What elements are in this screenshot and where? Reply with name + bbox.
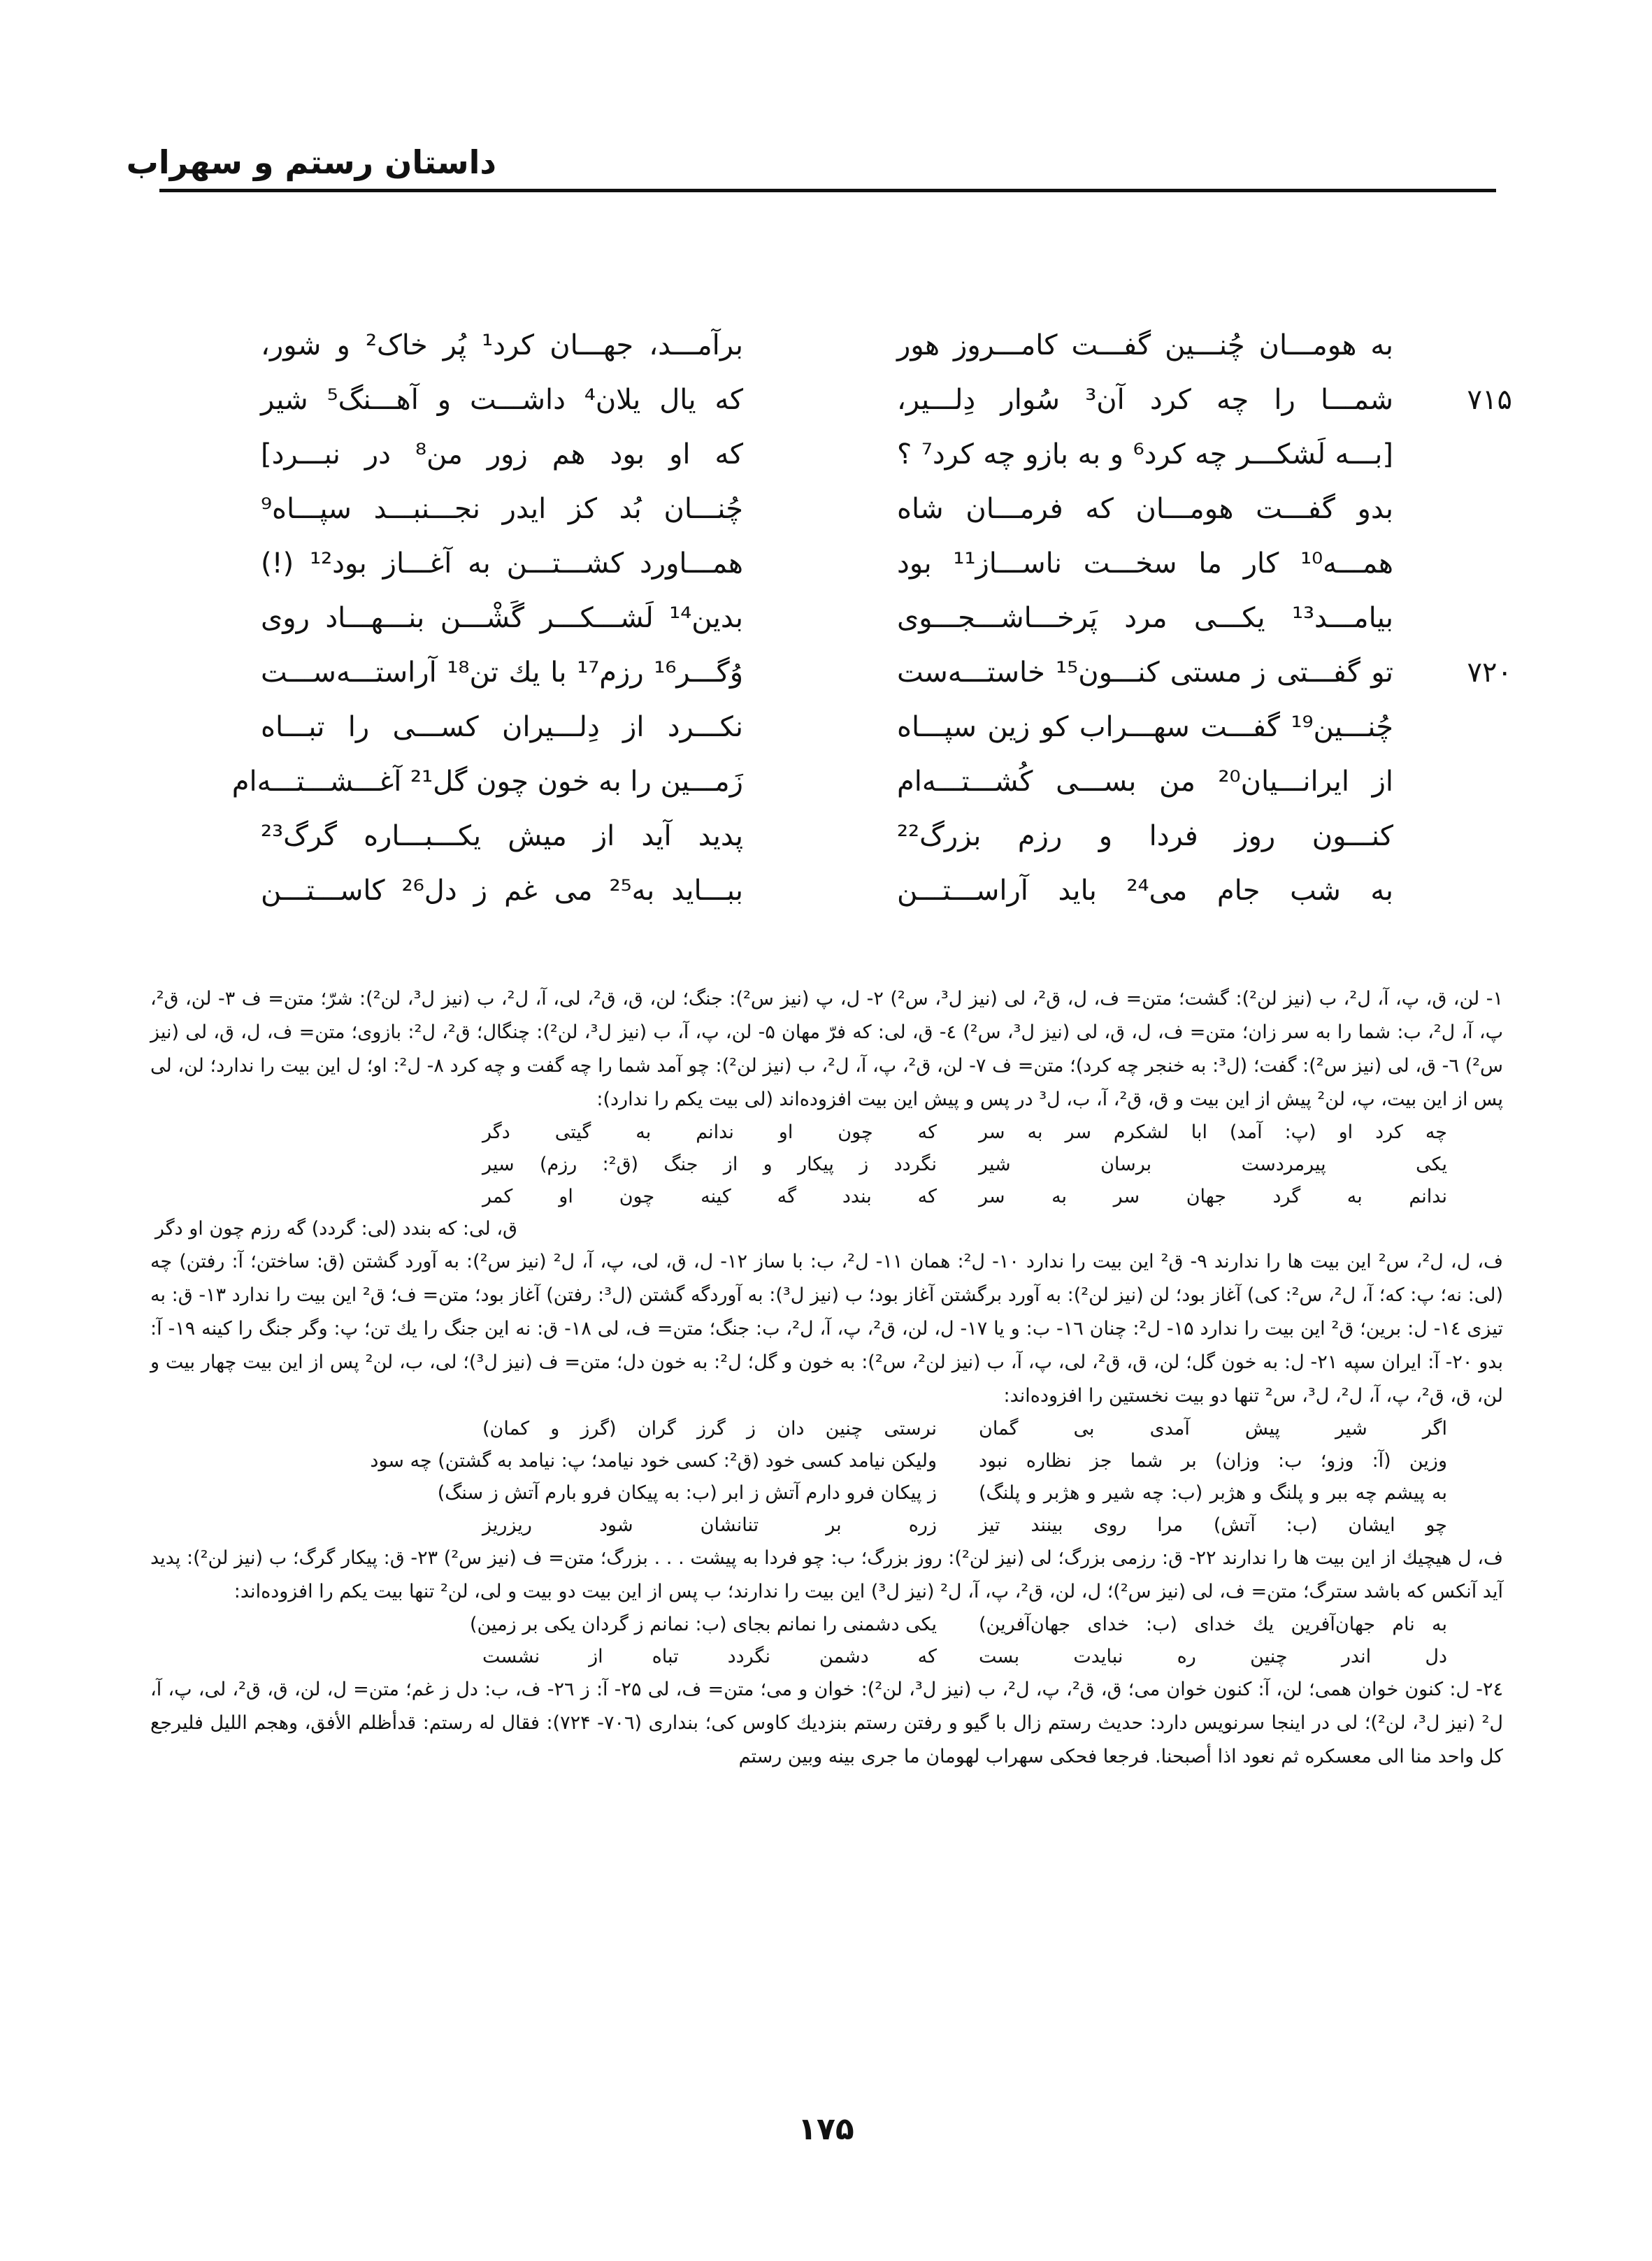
variant-couplet [150,1117,1503,1149]
footnotes [150,982,1503,1774]
variant-hemistich-b: یکی دشمنی را نمانم بجای (ب: نمانم ز گردان یکی بر زمین) [469,1614,937,1635]
verse-number: ۷۱۵ [1467,384,1512,416]
variant-hemistich-a: وزین (آ: وزو؛ ب: وزان) بر شما جز نظاره نبود [979,1450,1447,1472]
first-hemistich: همـــه¹⁰ کار ما سخـــت ناســـاز¹¹ بود [897,547,1393,580]
verse-block [0,318,1652,947]
variant-couplet [150,1149,1503,1181]
first-hemistich: به شب جام می²⁴ باید آراســـتـــن [897,875,1393,907]
variant-couplet [150,1213,1503,1245]
first-hemistich: کنـــون روز فردا و رزم بزرگ²² [897,820,1393,852]
verse-number: ۷۲۰ [1467,656,1512,689]
variant-couplet [150,1477,1503,1509]
first-hemistich: به هومـــان چُنـــین گفـــت کامـــروز هور [897,329,1393,361]
first-hemistich: [بـــه لَشکـــر چه کرد⁶ و به بازو چه کرد⁷ ؟ [897,438,1393,471]
footnote-block-3: ف، ل هیچیك از این بیت ها را ندارند ۲۲- ق: رزمی بزرگ؛ لی (نیز لن²): روز بزرگ؛ ب: چو فردا به پیشت . . . بزرگ؛ متن= ف (نیز س²) ۲۳- ق: پیکار گرگ؛ ب (نیز لن²): پدید آید آنکس که باشد سترگ؛ متن= ف، لی (نیز س²)؛ ل، لن، ق²، پ، آ، ل² (نیز ل³) این بیت را ندارند؛ ب پس از این بیت دو بیت و لی، لن² تنها بیت یکم را افزوده‌اند: [150,1547,1503,1602]
variant-hemistich-a: به پیشم چه ببر و پلنگ و هژبر (ب: چه شیر و هژبر و پلنگ) [979,1482,1447,1504]
variant-hemistich-b: ولیکن نیامد کسی خود (ق²: کسی خود نیامد؛ پ: نیامد به گشتن) چه سود [370,1450,937,1472]
second-hemistich: نکـــرد از دِلـــیران کســـی را تبـــاه [261,711,743,743]
first-hemistich: شمـــا را چه کرد آن³ سُوار دِلـــیر، [897,384,1394,416]
variant-couplets-2 [150,1413,1503,1542]
variant-hemistich-a: به نام جهان‌آفرین یك خدای (ب: خدای جهان‌آفرین) [979,1614,1447,1635]
variant-hemistich-a: اگر شیر پیش آمدی بی گمان [979,1418,1447,1440]
footnote-block-1: ۱- لن، ق، پ، آ، ل²، ب (نیز لن²): گشت؛ متن= ف، ل، ق²، لی (نیز ل³، س²) ۲- ل، پ (نیز س²): جنگ؛ لن، ق، ق²، لی، آ، ل²، ب (نیز ل³، لن²): شرّ؛ متن= ف ۳- لن، ق²، پ، آ، ل²، ب: شما را به سر زان؛ متن= ف، ل، ق، لی (نیز ل³، س²) ٤- ق، لی: که فرّ مهان ۵- لن، پ، آ، ب (نیز ل³، لن²): چنگال؛ ق²، ل²: بازوی؛ متن= ف، ل، ق، لی (نیز س²) ٦- ق، لی (نیز س²): گفت؛ (ل³: به خنجر چه کرد)؛ متن= ف ۷- لن، ق²، پ، آ، ل²، ب (نیز لن²): چو آمد شما را چه گفت و چه کرد ۸- ل²: او؛ ل این بیت را ندارد؛ لن، لی پس از این بیت، پ، لن² پیش از این بیت و ق، ق²، آ، ب، ل³ در پس و پیش این بیت افزوده‌اند (لی بیت یکم را ندارد): [150,988,1504,1110]
variant-hemistich-b: که دشمن نگردد تباه از نشست [482,1646,937,1667]
first-hemistich: تو گفـــتی ز مستی کنـــون¹⁵ خاستـــه‌ست [897,656,1393,689]
footnote-block-4: ۲٤- ل: کنون خوان همی؛ لن، آ: کنون خوان می؛ ق، ق²، پ، ل²، ب (نیز ل³، لن²): خوان و می؛ متن= ف، لی ۲۵- آ: ز ۲٦- ف، ب: دل ز غم؛ متن= ل، لن، ق، ق²، لی، پ، آ، ل² (نیز ل³، لن²)؛ لی در اینجا سرنویس دارد: حدیث رستم زال با گیو و رفتن رستم بنزدیك کاوس کی؛ بنداری (۷۰٦- ۷۲۴): فقال له رستم: قدأظلم الأفق، وهجم اللیل فلیرجع کل واحد منا الی معسکره ثم نعود اذا أصبحنا. فرجعا فحکی سهراب لهومان ما جری بینه وبین رستم [150,1679,1504,1767]
variant-hemistich-b: که بندد گه کینه چون او کمر [482,1186,937,1207]
first-hemistich: چُنـــین¹⁹ گفـــت سهـــراب کو زین سپـــاه [897,711,1393,743]
variant-hemistich-a: چه کرد او (پ: آمد) ابا لشکرم سر به سر [979,1121,1447,1143]
variant-couplet [150,1509,1503,1542]
variant-hemistich-b: زره بر تنانشان شود ریزریز [482,1514,937,1536]
second-hemistich: که یال یلان⁴ داشـــت و آهـــنگ⁵ شیر [261,384,743,416]
variant-hemistich-b: نگردد ز پیکار و از جنگ (ق²: رزم) سیر [482,1154,937,1175]
running-title: داستان رستم و سهراب [126,143,496,181]
variant-couplets-1 [150,1117,1503,1245]
variant-hemistich-b: نرستی چنین دان ز گرز گران (گرز و کمان) [482,1418,937,1440]
variant-hemistich-b: ق، لی: که بندد (لی: گردد) گه رزم چون او دگر [155,1218,517,1240]
variant-couplets-3 [150,1609,1503,1673]
second-hemistich: برآمـــد، جهـــان کرد¹ پُر خاک² و شور، [261,329,743,361]
second-hemistich: زَمـــین را به خون چون گل²¹ آغـــشـــتـــه‌ام [231,766,743,798]
variant-couplet [150,1609,1503,1641]
variant-hemistich-b: که چون او ندانم به گیتی دگر [482,1121,937,1143]
first-hemistich: از ایرانـــیان²⁰ من بســـی کُشـــتـــه‌ام [897,766,1394,798]
first-hemistich: بیامـــد¹³ یکـــی مرد پَرخـــاشـــجـــوی [897,602,1393,634]
first-hemistich: بدو گفـــت هومـــان که فرمـــان شاه [897,493,1393,525]
variant-hemistich-a: یکی پیرمردست برسان شیر [979,1154,1447,1175]
variant-couplet [150,1445,1503,1477]
header-rule [159,189,1496,192]
variant-hemistich-a: دل اندر چنین ره نبایدت بست [979,1646,1447,1667]
second-hemistich: بدین¹⁴ لَشـــکـــر گَشْـــن بنـــهـــاد روی [261,602,743,634]
variant-couplet [150,1181,1503,1213]
second-hemistich: ببـــاید به²⁵ می غم ز دل²⁶ کاســـتـــن [261,875,744,907]
page-number: ۱۷۵ [798,2111,854,2147]
second-hemistich: وُگـــر¹⁶ رزم¹⁷ با یك تن¹⁸ آراستـــه‌ســـت [261,656,744,689]
variant-hemistich-a: چو ایشان (ب: آتش) مرا روی بینند تیز [979,1514,1447,1536]
second-hemistich: چُنـــان بُد کز ایدر نجـــنبـــد سپـــاه⁹ [261,493,743,525]
variant-hemistich-a: ندانم به گرد جهان سر به سر [979,1186,1447,1207]
variant-couplet [150,1641,1503,1673]
variant-hemistich-b: ز پیکان فرو دارم آتش ز ابر (ب: به پیکان فرو بارم آتش ز سنگ) [437,1482,937,1504]
variant-couplet [150,1413,1503,1445]
second-hemistich: که او بود هم زور من⁸ در نبـــرد] [261,438,744,471]
second-hemistich: پدید آید از میش یکـــبـــاره گرگ²³ [261,820,743,852]
footnote-block-2: ف، ل، ل²، س² این بیت ها را ندارند ۹- ق² این بیت را ندارد ۱۰- ل²: همان ۱۱- ل²، ب: با ساز ۱۲- ل، ق، لی، پ، آ، ل² (نیز س²): به آورد گشتن (ق: ساختن؛ آ: رفتن) چه (لی: نه؛ پ: که؛ آ، ل²، س²: کی) آغاز بود؛ لن (نیز لن²): به آورد برگشتن آغاز بود؛ ب (نیز ل³): به آوردگه گشتن (ل³: رفتن) آغاز بود؛ متن= ف؛ ق² این بیت را ندارد ۱۳- ق: به تیزی ۱٤- ل: برین؛ ق² این بیت را ندارد ۱۵- ل²: چنان ۱٦- ب: و یا ۱۷- ل، لن، ق²، پ، آ، ل²، ب: جنگ؛ متن= ف، لی ۱۸- ق: نه این جنگ را یك تن؛ پ: وگر جنگ را کینه ۱۹- آ: بدو ۲۰- آ: ایران سپه ۲۱- ل: به خون گل؛ لن، ق، ق²، لی، پ، آ، ب (نیز لن²، س²): به خون و گل؛ ل²: به خون دل؛ متن= ف (نیز ل³)؛ لی، ب، لن² پس از این بیت چهار بیت و لن، ق، ق²، پ، آ، ل²، ل³، س² تنها دو بیت نخستین را افزوده‌اند: [150,1251,1503,1407]
second-hemistich: همـــاورد کشـــتـــن به آغـــاز بود¹² (!) [261,547,743,580]
